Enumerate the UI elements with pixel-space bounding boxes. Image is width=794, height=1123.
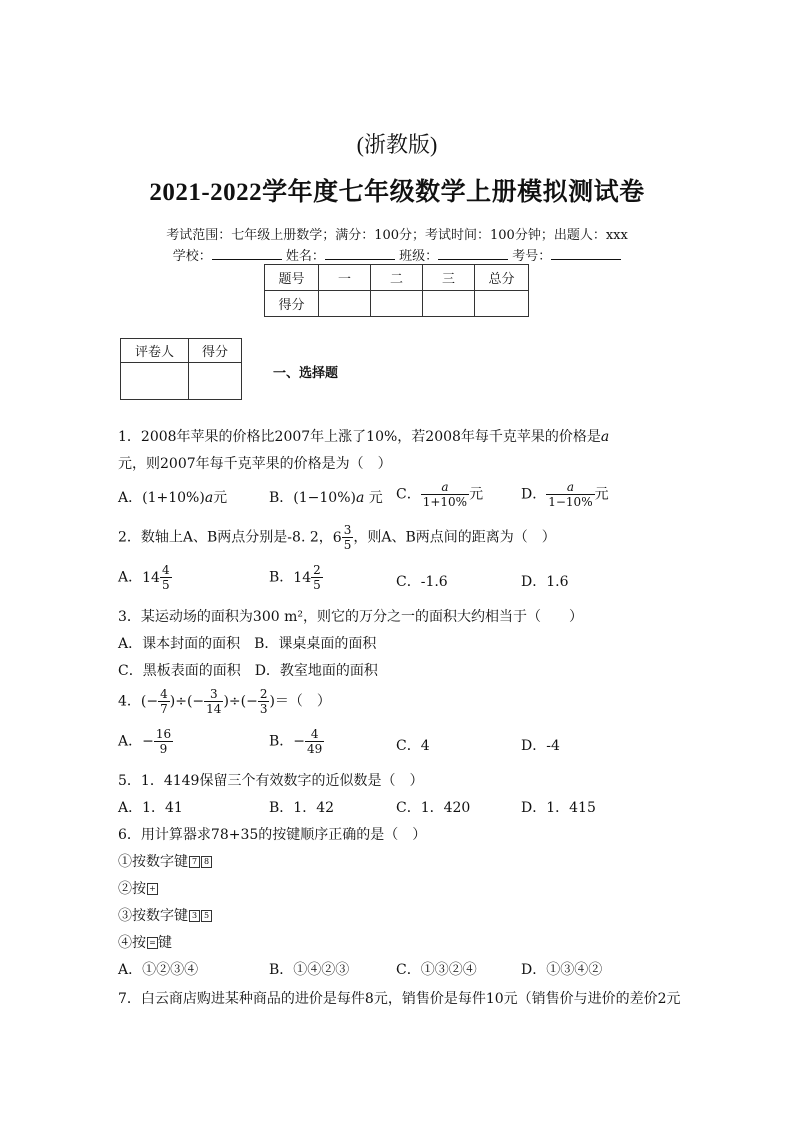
- q6-option-a[interactable]: A．①②③④: [118, 962, 199, 978]
- grader-score-label: 得分: [189, 339, 242, 363]
- score-header-cell: 一: [319, 265, 371, 291]
- q6-option-d[interactable]: D．①③④②: [521, 962, 603, 978]
- q6-step-2: ②按 +: [118, 878, 158, 898]
- score-cell[interactable]: [423, 291, 475, 317]
- score-row-label: 得分: [265, 291, 319, 317]
- key-plus-icon: +: [147, 883, 158, 895]
- score-cell[interactable]: [371, 291, 423, 317]
- school-field[interactable]: [212, 247, 282, 260]
- q4-option-d[interactable]: D．-4: [521, 738, 560, 754]
- key-8-icon: 8: [201, 856, 212, 868]
- key-5-icon: 5: [201, 910, 212, 922]
- question-7: 7．白云商店购进某种商品的进价是每件8元，销售价是每件10元（销售价与进价的差价2元: [118, 991, 681, 1007]
- q5-option-d[interactable]: D．1．415: [521, 800, 596, 816]
- question-1: [118, 426, 609, 446]
- q2-option-a[interactable]: A． 14 $\frac{4}{5}$: [118, 563, 170, 592]
- q6-step-1: ①按数字键 7 8: [118, 851, 212, 871]
- score-header-cell: 题号: [265, 265, 319, 291]
- q1-option-d[interactable]: D． $\frac{a}{1-10\%}$ 元: [521, 480, 609, 509]
- grader-score-cell[interactable]: [189, 363, 242, 400]
- class-field[interactable]: [438, 247, 508, 260]
- q4-option-b[interactable]: B．− $\frac{4}{49}$: [269, 727, 323, 756]
- question-2: 2．数轴上A、B两点分别是-8. 2， 6 $\frac{3}{5}$ ，则A、B两点间的距离为（ ）: [118, 523, 556, 552]
- question-5: 5．1．4149保留三个有效数字的近似数是（ ）: [118, 773, 424, 789]
- q5-option-b[interactable]: B．1．42: [269, 800, 335, 816]
- q6-option-b[interactable]: B．①④②③: [269, 962, 350, 978]
- q5-option-a[interactable]: A．1．41: [118, 800, 183, 816]
- score-header-cell: 二: [371, 265, 423, 291]
- q1-option-c[interactable]: C． $\frac{a}{1+10\%}$ 元: [396, 480, 484, 509]
- score-header-cell: 总分: [475, 265, 529, 291]
- q5-option-c[interactable]: C．1．420: [396, 800, 471, 816]
- q6-step-4: ④按 = 键: [118, 935, 172, 951]
- key-3-icon: 3: [189, 910, 200, 922]
- key-7-icon: 7: [189, 856, 200, 868]
- exam-info: 考试范围：七年级上册数学；满分：100分；考试时间：100分钟；出题人：xxx: [166, 228, 628, 243]
- number-label: 考号：: [512, 249, 552, 264]
- school-label: 学校：: [172, 249, 212, 264]
- score-cell[interactable]: [475, 291, 529, 317]
- q4-option-c[interactable]: C．4: [396, 738, 430, 754]
- q1-option-b[interactable]: B．(1−10%)a 元: [269, 490, 383, 506]
- q3-options-cd[interactable]: C．黑板表面的面积 D．教室地面的面积: [118, 663, 378, 679]
- q6-option-c[interactable]: C．①③②④: [396, 962, 477, 978]
- question-1-cont: 元，则2007年每千克苹果的价格是为（ ）: [118, 456, 392, 472]
- score-header-cell: 三: [423, 265, 475, 291]
- section-title: 一、选择题: [273, 366, 339, 381]
- question-4: 4．(− $\frac{4}{7}$ )÷(− $\frac{3}{14}$ )÷(− $\frac{2}{3}$ )＝（ ）: [118, 687, 331, 716]
- question-3: 3．某运动场的面积为300 m²，则它的万分之一的面积大约相当于（ ）: [118, 609, 583, 625]
- q2-option-d[interactable]: D．1.6: [521, 574, 569, 590]
- q2-option-c[interactable]: C．-1.6: [396, 574, 448, 590]
- q6-step-3: ③按数字键 3 5: [118, 905, 212, 925]
- key-equals-icon: =: [147, 937, 158, 949]
- q3-options-ab[interactable]: A．课本封面的面积 B．课桌桌面的面积: [118, 636, 377, 652]
- edition-label: (浙教版): [356, 132, 438, 157]
- grader-cell[interactable]: [121, 363, 189, 400]
- q2-option-b[interactable]: B． 14 $\frac{2}{5}$: [269, 563, 321, 592]
- class-label: 班级：: [399, 249, 439, 264]
- q1-option-a[interactable]: A．(1+10%)a元: [118, 490, 228, 506]
- name-field[interactable]: [325, 247, 395, 260]
- number-field[interactable]: [551, 247, 621, 260]
- score-cell[interactable]: [319, 291, 371, 317]
- score-table: [264, 264, 529, 317]
- q4-option-a[interactable]: A．− $\frac{16}{9}$: [118, 727, 172, 756]
- grader-label: 评卷人: [121, 339, 189, 363]
- student-fields: [0, 245, 794, 264]
- q1-var: a: [600, 429, 610, 445]
- question-6: 6．用计算器求78+35的按键顺序正确的是（ ）: [118, 827, 427, 843]
- page-title: 2021-2022学年度七年级数学上册模拟测试卷: [149, 179, 645, 206]
- grader-table: [120, 338, 242, 400]
- name-label: 姓名：: [285, 249, 325, 264]
- q1-text: 1．2008年苹果的价格比2007年上涨了10%，若2008年每千克苹果的价格是: [118, 429, 601, 445]
